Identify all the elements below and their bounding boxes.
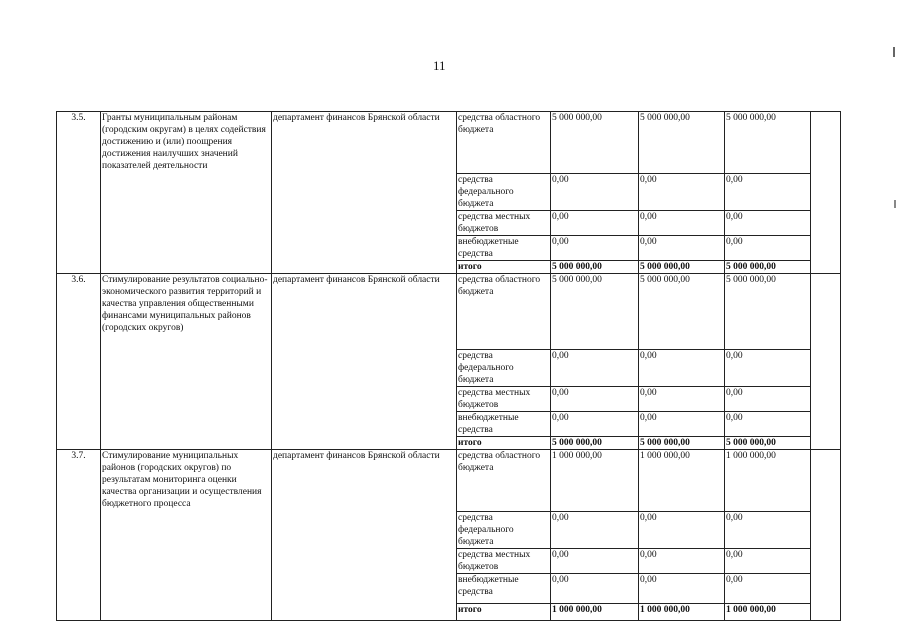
budget-table (56, 111, 841, 621)
total-value: 5 000 000,00 (639, 261, 725, 274)
value-cell: 0,00 (639, 387, 725, 412)
value-cell: 0,00 (639, 211, 725, 236)
table-row (57, 450, 841, 512)
total-value: 1 000 000,00 (551, 604, 639, 621)
value-cell: 5 000 000,00 (725, 112, 811, 174)
value-cell: 5 000 000,00 (725, 274, 811, 350)
table-row (57, 112, 841, 174)
total-label: итого (457, 604, 551, 621)
value-cell: 5 000 000,00 (639, 274, 725, 350)
value-cell: 0,00 (725, 211, 811, 236)
value-cell: 0,00 (551, 574, 639, 604)
value-cell: 0,00 (639, 512, 725, 549)
item-executor: департамент финансов Брянской области (272, 274, 457, 450)
value-cell: 0,00 (725, 549, 811, 574)
total-value: 5 000 000,00 (551, 437, 639, 450)
item-name: Гранты муниципальным районам (городским округам) в целях содействия достижению и (или) поощрения достижения наилучших значений показателей деятельности (101, 112, 272, 274)
source-label: внебюджетные средства (457, 236, 551, 261)
value-cell: 5 000 000,00 (551, 274, 639, 350)
source-label: средства местных бюджетов (457, 387, 551, 412)
item-name: Стимулирование результатов социально-экономического развития территорий и качества управления общественными финансами муниципальных районов (городских округов) (101, 274, 272, 450)
source-label: средства областного бюджета (457, 274, 551, 350)
value-cell: 0,00 (551, 549, 639, 574)
value-cell: 1 000 000,00 (639, 450, 725, 512)
item-executor: департамент финансов Брянской области (272, 112, 457, 274)
source-label: средства местных бюджетов (457, 211, 551, 236)
scan-edge-mark (893, 47, 895, 57)
total-label: итого (457, 261, 551, 274)
source-label: средства областного бюджета (457, 112, 551, 174)
item-number: 3.7. (57, 450, 101, 621)
source-label: средства областного бюджета (457, 450, 551, 512)
item-name: Стимулирование муниципальных районов (городских округов) по результатам мониторинга оценки качества организации и осуществления бюджетного процесса (101, 450, 272, 621)
value-cell: 0,00 (639, 412, 725, 437)
empty-cell (811, 450, 841, 621)
value-cell: 5 000 000,00 (551, 112, 639, 174)
value-cell: 0,00 (551, 387, 639, 412)
scan-edge-mark (894, 200, 896, 208)
value-cell: 0,00 (725, 574, 811, 604)
value-cell: 1 000 000,00 (551, 450, 639, 512)
value-cell: 0,00 (639, 574, 725, 604)
source-label: средства федерального бюджета (457, 174, 551, 211)
source-label: средства федерального бюджета (457, 350, 551, 387)
source-label: средства местных бюджетов (457, 549, 551, 574)
total-value: 5 000 000,00 (551, 261, 639, 274)
value-cell: 0,00 (725, 174, 811, 211)
value-cell: 1 000 000,00 (725, 450, 811, 512)
value-cell: 0,00 (725, 236, 811, 261)
value-cell: 0,00 (551, 412, 639, 437)
value-cell: 0,00 (551, 174, 639, 211)
empty-cell (811, 274, 841, 450)
empty-cell (811, 112, 841, 274)
value-cell: 0,00 (551, 236, 639, 261)
total-value: 1 000 000,00 (639, 604, 725, 621)
page-number: 11 (433, 58, 446, 73)
value-cell: 0,00 (725, 412, 811, 437)
source-label: внебюджетные средства (457, 574, 551, 604)
item-number: 3.6. (57, 274, 101, 450)
value-cell: 0,00 (639, 549, 725, 574)
value-cell: 0,00 (551, 512, 639, 549)
total-value: 5 000 000,00 (725, 437, 811, 450)
value-cell: 0,00 (639, 350, 725, 387)
item-number: 3.5. (57, 112, 101, 274)
source-label: внебюджетные средства (457, 412, 551, 437)
total-value: 1 000 000,00 (725, 604, 811, 621)
total-value: 5 000 000,00 (725, 261, 811, 274)
value-cell: 0,00 (725, 350, 811, 387)
total-value: 5 000 000,00 (639, 437, 725, 450)
value-cell: 5 000 000,00 (639, 112, 725, 174)
value-cell: 0,00 (725, 387, 811, 412)
value-cell: 0,00 (551, 211, 639, 236)
value-cell: 0,00 (725, 512, 811, 549)
total-label: итого (457, 437, 551, 450)
value-cell: 0,00 (639, 174, 725, 211)
source-label: средства федерального бюджета (457, 512, 551, 549)
value-cell: 0,00 (551, 350, 639, 387)
value-cell: 0,00 (639, 236, 725, 261)
item-executor: департамент финансов Брянской области (272, 450, 457, 621)
table-row (57, 274, 841, 350)
